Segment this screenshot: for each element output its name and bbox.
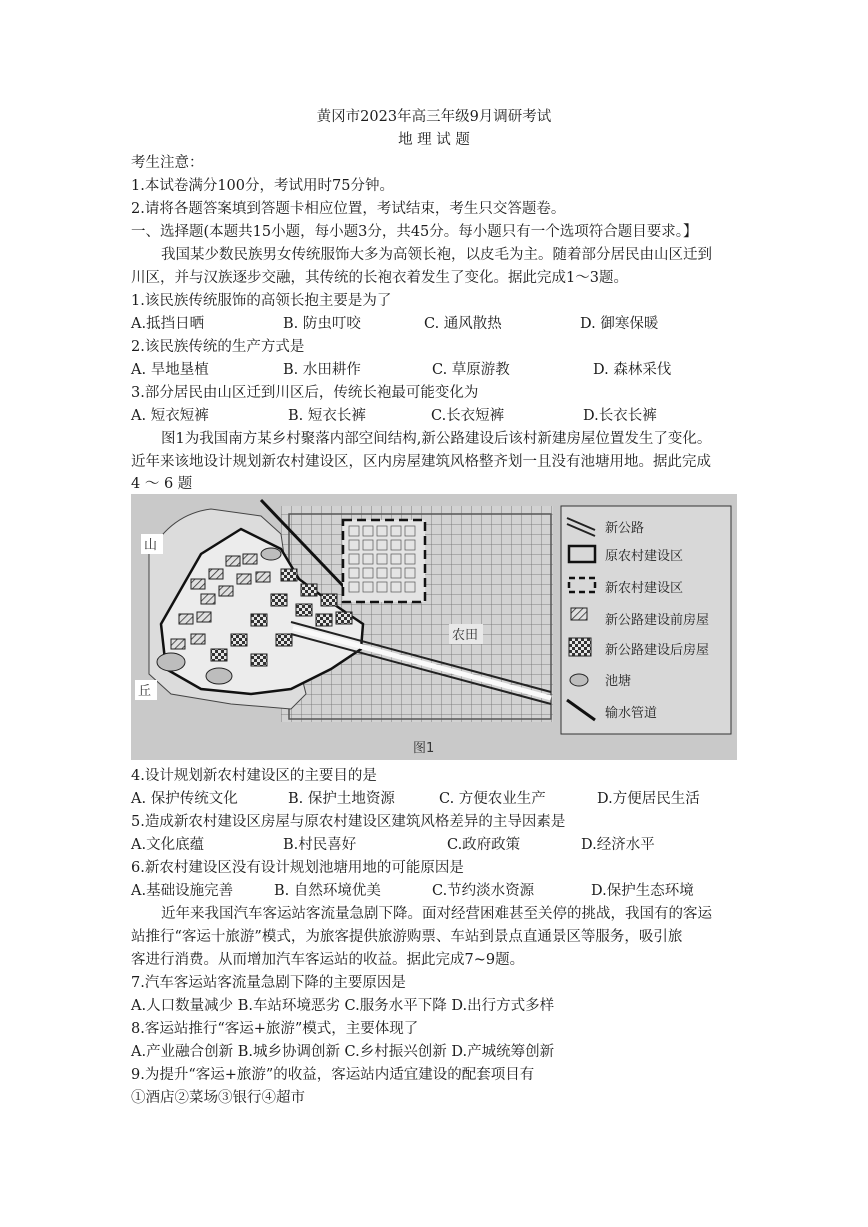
passage-line: 近年来我国汽车客运站客流量急剧下降。面对经营困难甚至关停的挑战，我国有的客运: [161, 906, 712, 922]
passage-line: 4 ～ 6 题: [131, 476, 193, 492]
hill-label: 丘: [138, 684, 152, 699]
option-b: B.村民喜好: [283, 837, 357, 853]
question-stem: 6.新农村建设区没有设计规划池塘用地的可能原因是: [131, 860, 464, 876]
village-map: [131, 494, 737, 760]
option-c: C.节约淡水资源: [432, 883, 535, 899]
legend-label: 新公路: [605, 521, 645, 536]
question-stem: 3.部分居民由山区迁到川区后，传统长袍最可能变化为: [131, 385, 479, 401]
option-c: C. 通风散热: [424, 316, 502, 332]
legend-label: 新农村建设区: [605, 581, 684, 596]
passage-line: 川区，并与汉族逐步交融，其传统的长袍衣着发生了变化。据此完成1～3题。: [131, 270, 628, 286]
question-stem: 5.造成新农村建设区房屋与原农村建设区建筑风格差异的主导因素是: [131, 814, 566, 830]
legend-label: 原农村建设区: [605, 549, 684, 564]
passage-line: 图1为我国南方某乡村聚落内部空间结构,新公路建设后该村新建房屋位置发生了变化。: [161, 431, 712, 447]
option-a: A. 短衣短裤: [131, 408, 209, 424]
legend-label: 池塘: [605, 674, 632, 689]
notice-heading: 考生注意：: [131, 155, 204, 171]
question-stem: 7.汽车客运站客流量急剧下降的主要原因是: [131, 975, 406, 991]
new-village-zone: [343, 520, 425, 602]
passage-line: 近年来该地设计规划新农村建设区，区内房屋建筑风格整齐划一且没有池塘用地。据此完成: [131, 454, 711, 470]
subject-title: 地 理 试 题: [398, 132, 470, 148]
legend-label: 新公路建设后房屋: [605, 643, 710, 658]
option-b: B. 保护土地资源: [288, 791, 395, 807]
option-a: A.抵挡日晒: [131, 316, 205, 332]
option-c: C.政府政策: [447, 837, 521, 853]
question-options: [131, 789, 737, 809]
question-options: [131, 314, 737, 334]
option-c: C.长衣短裤: [431, 408, 505, 424]
legend-label: 输水管道: [605, 706, 658, 721]
option-a: A. 保护传统文化: [131, 791, 238, 807]
question-stem: 9.为提升“客运+旅游”的收益，客运站内适宜建设的配套项目有: [131, 1067, 535, 1083]
map-legend: [561, 506, 731, 734]
option-b: B. 短衣长裤: [288, 408, 366, 424]
passage-line: 站推行“客运十旅游”模式，为旅客提供旅游购票、车站到景点直通景区等服务，吸引旅: [131, 929, 683, 945]
section-heading: 一、选择题(本题共15小题，每小题3分，共45分。每小题只有一个选项符合题目要求。】: [131, 224, 698, 240]
question-stem: 8.客运站推行“客运+旅游”模式，主要体现了: [131, 1021, 419, 1037]
option-a: A. 旱地垦植: [131, 362, 209, 378]
option-d: D.保护生态环境: [591, 883, 694, 899]
pond-icon: [570, 674, 588, 686]
option-c: C. 方便农业生产: [439, 791, 546, 807]
option-d: D.长衣长裤: [583, 408, 657, 424]
legend-label: 新公路建设前房屋: [605, 613, 710, 628]
option-a: A.基础设施完善: [131, 883, 234, 899]
notice-item: 2.请将各题答案填到答题卡相应位置，考试结束，考生只交答题卷。: [131, 201, 566, 217]
option-a: A.文化底蕴: [131, 837, 205, 853]
option-d: D.方便居民生活: [597, 791, 700, 807]
option-d: D. 森林采伐: [593, 362, 672, 378]
option-c: C. 草原游教: [432, 362, 510, 378]
option-b: B. 自然环境优美: [274, 883, 381, 899]
figure-caption: 图1: [413, 741, 435, 756]
question-stem: 1.该民族传统服饰的高领长抱主要是为了: [131, 293, 392, 309]
hatched-house-icon: [571, 608, 587, 620]
figure-1-map: [131, 494, 737, 760]
option-b: B. 水田耕作: [283, 362, 361, 378]
question-options: [131, 360, 737, 380]
option-b: B. 防虫叮咬: [283, 316, 361, 332]
passage-line: 客进行消费。从而增加汽车客运站的收益。据此完成7~9题。: [131, 952, 525, 968]
question-items: ①酒店②菜场③银行④超市: [131, 1090, 305, 1106]
question-options: [131, 881, 737, 901]
checkered-house-icon: [569, 638, 591, 656]
notice-item: 1.本试卷满分100分，考试用时75分钟。: [131, 178, 394, 194]
question-options: [131, 406, 737, 426]
mountain-label: 山: [144, 538, 158, 553]
question-options: [131, 835, 737, 855]
question-stem: 4.设计规划新农村建设区的主要目的是: [131, 768, 377, 784]
farmland-label: 农田: [452, 628, 479, 643]
option-d: D. 御寒保暖: [580, 316, 659, 332]
exam-title: 黄冈市2023年高三年级9月调研考试: [316, 109, 552, 125]
question-options: A.产业融合创新 B.城乡协调创新 C.乡村振兴创新 D.产城统筹创新: [131, 1044, 555, 1060]
question-options: A.人口数量减少 B.车站环境恶劣 C.服务水平下降 D.出行方式多样: [131, 998, 555, 1014]
passage-line: 我国某少数民族男女传统服饰大多为高领长袍，以皮毛为主。随着部分居民由山区迁到: [161, 247, 712, 263]
option-d: D.经济水平: [581, 837, 655, 853]
question-stem: 2.该民族传统的生产方式是: [131, 339, 305, 355]
